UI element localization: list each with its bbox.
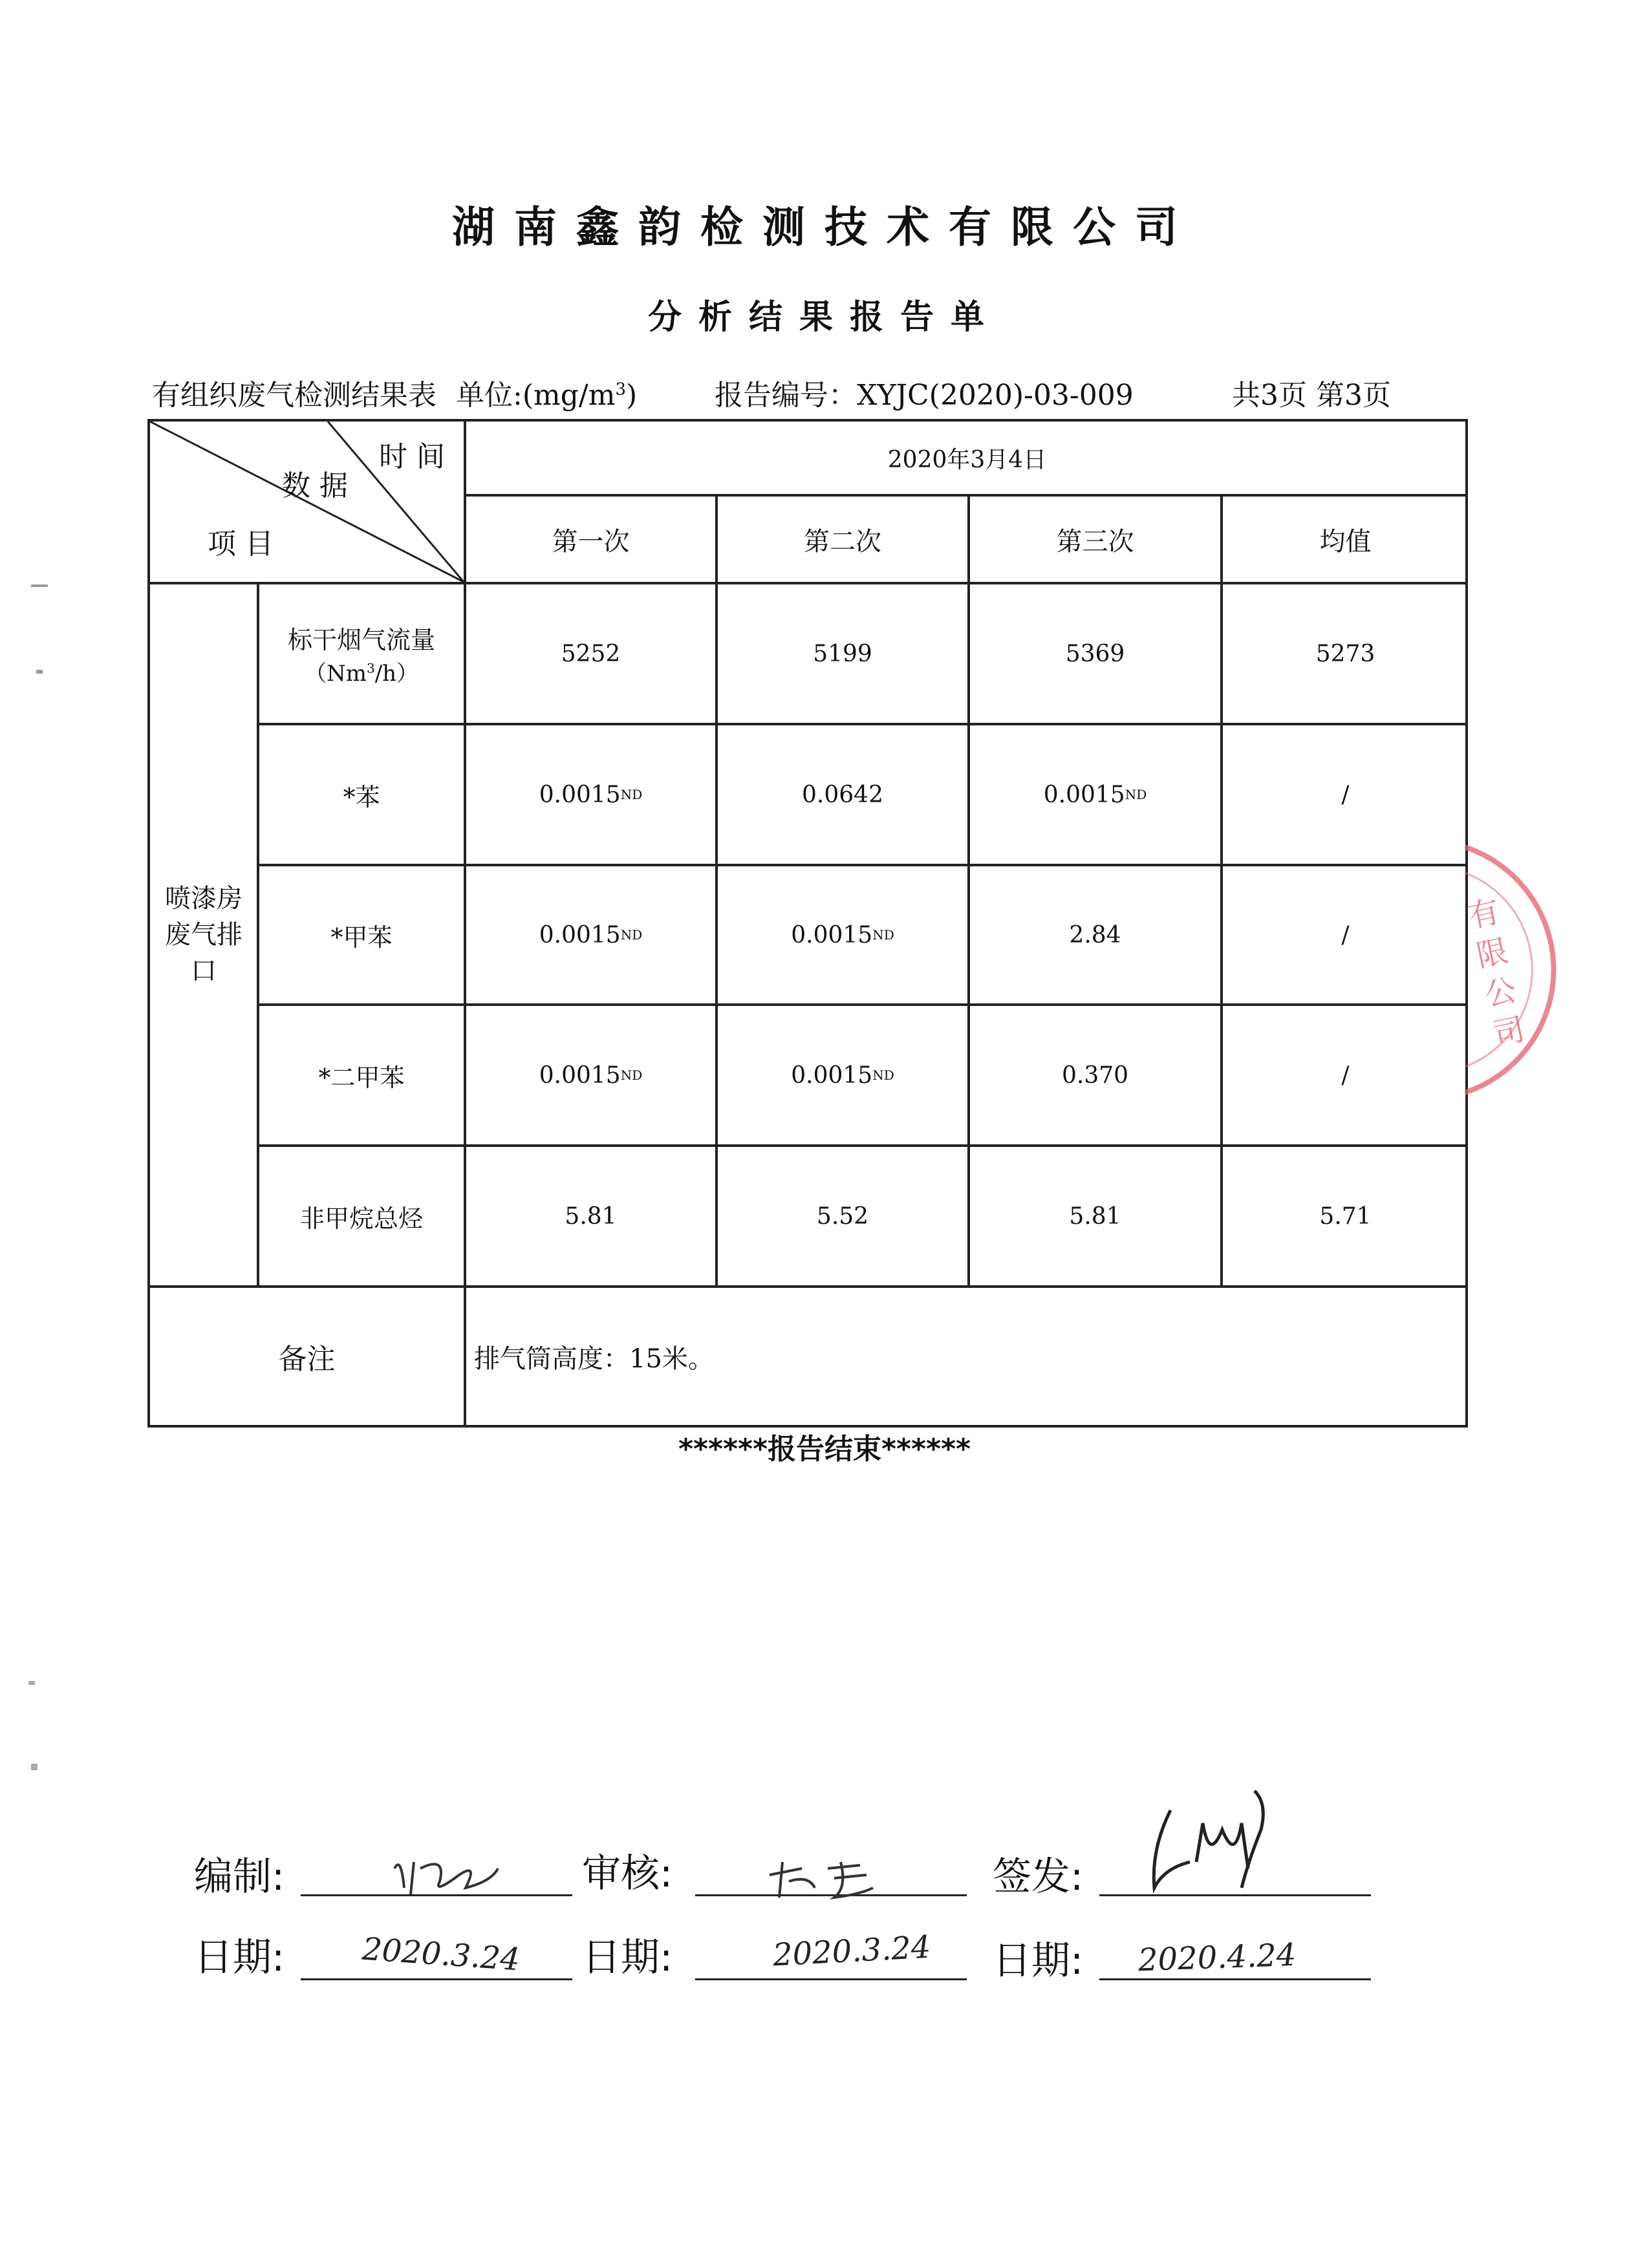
company-name: 湖南鑫韵检测技术有限公司: [452, 202, 1197, 252]
reviewed-signature: [763, 1849, 905, 1901]
compiled-date: 2020.3.24: [361, 1931, 521, 1978]
scan-mark: [31, 584, 48, 587]
scan-mark: [28, 1681, 35, 1685]
table-cell: 5.81: [1069, 1203, 1121, 1230]
table-cell: 0.0015 ND: [791, 921, 894, 948]
results-table: [147, 419, 1468, 1428]
corner-time-label: 时 间: [379, 440, 445, 473]
table-cell: 0.0015 ND: [539, 781, 643, 808]
sample-date: 2020年3月4日: [887, 446, 1047, 473]
row-label: [259, 584, 464, 723]
report-number: 报告编号：XYJC(2020)-03-009: [715, 379, 1134, 412]
page-counter: 共3页 第3页: [1232, 379, 1391, 412]
issued-label: 签发:: [993, 1854, 1084, 1899]
compiled-label: 编制:: [194, 1854, 285, 1899]
table-cell: 5252: [561, 640, 621, 667]
table-cell: /: [1341, 781, 1350, 808]
table-cell: 5.52: [816, 1203, 869, 1230]
table-cell: 5369: [1065, 640, 1125, 667]
remark-label: 备注: [278, 1343, 336, 1376]
report-end-mark: ******报告结束******: [678, 1433, 971, 1466]
table-cell: 0.0015 ND: [539, 921, 643, 948]
stamp-text: 有限公司: [1465, 893, 1528, 1053]
issued-signature: [1138, 1784, 1319, 1894]
reviewed-date-label: 日期:: [582, 1935, 673, 1980]
row-label: *二甲苯: [318, 1063, 405, 1092]
table-cell: 0.0015 ND: [539, 1062, 643, 1089]
table-cell: 2.84: [1069, 921, 1121, 948]
column-header-1: 第一次: [552, 526, 630, 557]
column-header-average: 均值: [1319, 526, 1372, 557]
table-cell: 0.0642: [802, 781, 883, 808]
row-label-name: 标干烟气流量: [287, 626, 435, 654]
table-cell: /: [1341, 921, 1350, 948]
scan-mark: [31, 1764, 38, 1770]
unit-close: ): [625, 379, 638, 412]
corner-data-label: 数 据: [282, 469, 348, 502]
table-cell: /: [1341, 1062, 1350, 1089]
scan-mark: [36, 670, 43, 674]
row-label: *苯: [343, 782, 380, 811]
unit-label: 单位:(mg/m: [456, 379, 616, 412]
row-label: 非甲烷总烃: [299, 1204, 423, 1233]
emission-source: 喷漆房废气排口: [165, 884, 242, 986]
table-cell: 0.370: [1061, 1062, 1129, 1089]
row-label-unit: （Nm$^3$/h）: [304, 660, 419, 687]
table-cell: 5.81: [565, 1203, 617, 1230]
report-title: 分析结果报告单: [647, 298, 1001, 337]
table-cell: 5199: [813, 640, 872, 667]
issued-date: 2020.4.24: [1137, 1936, 1297, 1979]
table-caption: [152, 372, 637, 413]
table-caption-text: 有组织废气检测结果表: [152, 379, 436, 412]
row-label: *甲苯: [330, 923, 393, 952]
table-cell: 0.0015 ND: [1043, 781, 1147, 808]
table-cell: 5.71: [1319, 1203, 1372, 1230]
table-cell: 5273: [1315, 640, 1375, 667]
compiled-signature: [388, 1849, 504, 1901]
corner-item-label: 项 目: [208, 528, 274, 561]
unit-sup: 3: [615, 380, 626, 400]
reviewed-label: 审核:: [582, 1851, 673, 1896]
table-cell: 0.0015 ND: [791, 1062, 894, 1089]
compiled-date-label: 日期:: [194, 1935, 285, 1980]
column-header-3: 第三次: [1056, 526, 1134, 557]
reviewed-date: 2020.3.24: [771, 1929, 932, 1974]
remark-text: 排气筒高度：15米。: [474, 1343, 714, 1374]
issued-date-label: 日期:: [993, 1938, 1084, 1984]
column-header-2: 第二次: [804, 526, 881, 557]
